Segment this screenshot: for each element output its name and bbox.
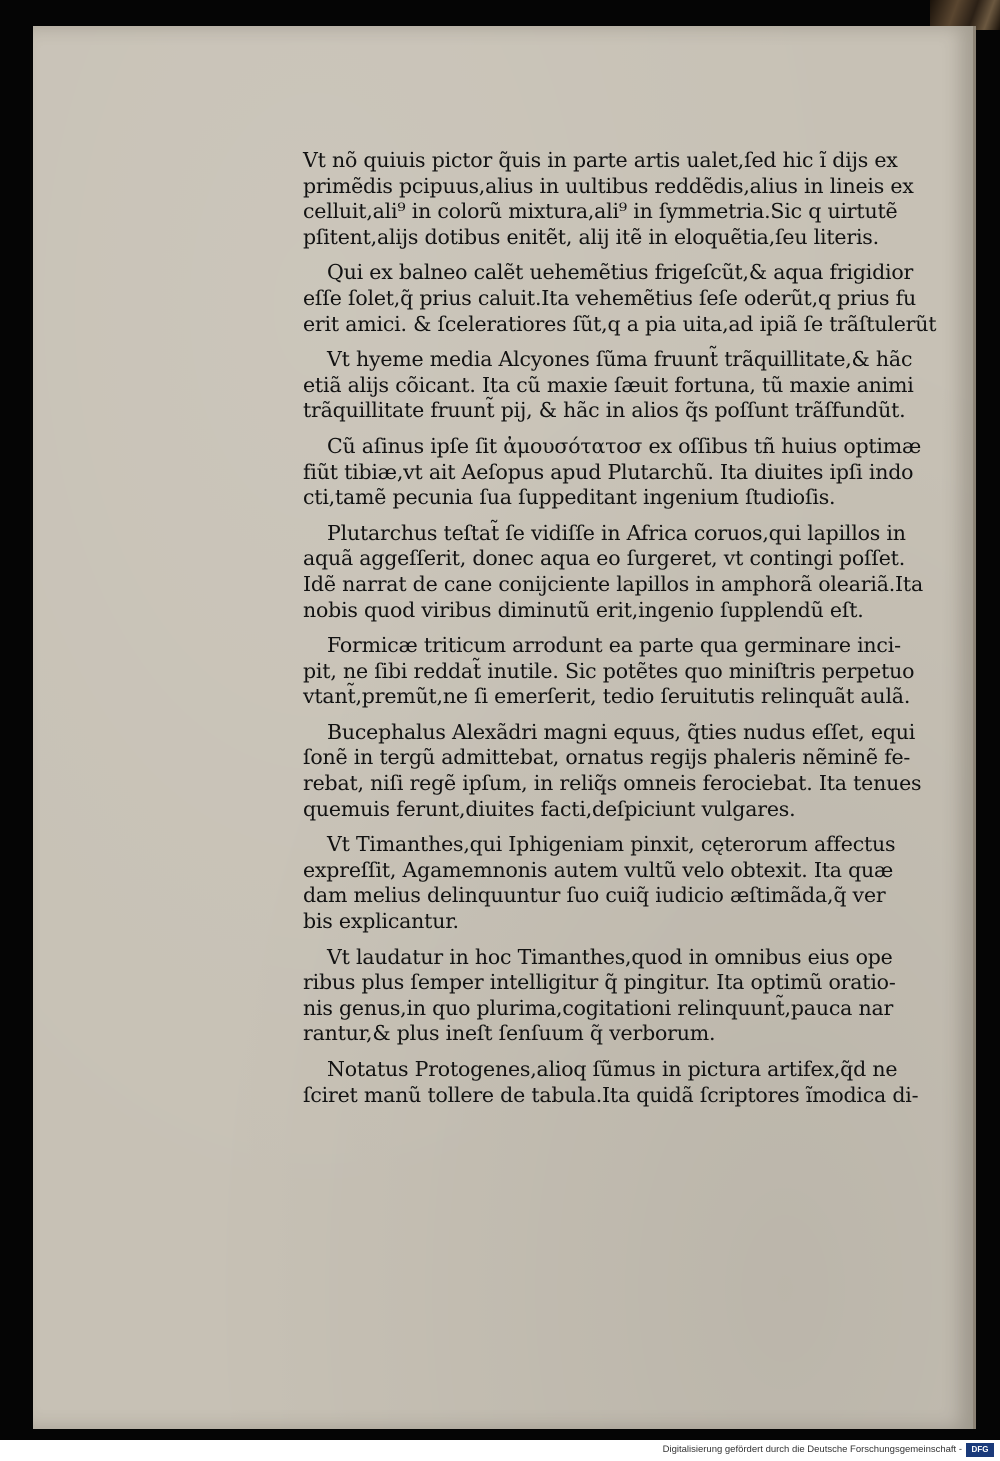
- paragraph: [303, 260, 968, 337]
- text-line: cti,tamẽ pecunia ſua ſuppeditant ingenium ſtudioſis.: [303, 485, 836, 510]
- text-line: dam melius delinquuntur ſuo cuiq̃ iudicio æſtimãda,q̃ ver: [303, 883, 886, 908]
- text-line: nobis quod viribus diminutũ erit,ingenio ſupplendũ eſt.: [303, 597, 864, 622]
- text-line: pſitent,alijs dotibus enitẽt, alij itẽ in eloquẽtia,ſeu literis.: [303, 224, 879, 249]
- text-line: ſonẽ in tergũ admittebat, ornatus regijs phaleris nẽminẽ fe-: [303, 745, 911, 770]
- text-line: rebat, niſi regẽ ipſum, in reliq̃s omneis ferociebat. Ita tenues: [303, 771, 922, 796]
- text-line: bis explicantur.: [303, 909, 459, 934]
- text-line: pit, ne ſibi reddat̃ inutile. Sic potẽtes quo miniſtris perpetuo: [303, 658, 915, 683]
- paragraph: [303, 347, 968, 424]
- paragraph: [303, 434, 968, 511]
- text-line: Notatus Protogenes,alioq ſũmus in pictura artifex,q̃d ne: [327, 1057, 898, 1081]
- text-line: quemuis ferunt,diuites facti,deſpiciunt vulgares.: [303, 796, 796, 821]
- text-line: Cũ aſinus ipſe ſit ἀμουσότατοσ ex oſſibus tñ huius optimæ: [327, 433, 922, 458]
- text-line: Vt hyeme media Alcyones ſũma fruunt̃ trãquillitate,& hãc: [327, 347, 913, 372]
- text-line: Idẽ narrat de cane conijciente lapillos in amphorã oleariã.Ita: [303, 571, 923, 596]
- text-line: Formicæ triticum arrodunt ea parte qua germinare inci-: [327, 633, 901, 658]
- text-line: erit amici. & ſceleratiores ſũt,q a pia uita,ad ipiã ſe trãſtulerũt: [303, 311, 937, 336]
- text-line: Vt laudatur in hoc Timanthes,quod in omnibus eius ope: [327, 944, 893, 969]
- text-line: celluit,ali⁹ in colorũ mixtura,ali⁹ in ſymmetria.Sic q uirtutẽ: [303, 199, 898, 224]
- text-line: Vt Timanthes,qui Iphigeniam pinxit, cęterorum affectus: [327, 832, 896, 857]
- text-line: vtant̃,premũt,ne ſi emerſerit, tedio ſeruitutis relinquãt aulã.: [303, 684, 911, 709]
- text-line: Qui ex balneo calẽt uehemẽtius frigeſcũt,& aqua frigidior: [327, 260, 914, 285]
- paragraph: [303, 521, 968, 623]
- text-line: fiũt tibiæ,vt ait Aeſopus apud Plutarchũ. Ita diuites ipſi indo: [303, 459, 914, 484]
- text-line: nis genus,in quo plurima,cogitationi relinquunt̃,pauca nar: [303, 995, 894, 1020]
- dfg-logo: DFG: [966, 1443, 994, 1457]
- footer-credit: Digitalisierung gefördert durch die Deutsche Forschungsgemeinschaft -: [662, 1444, 962, 1455]
- text-line: primẽdis pcipuus,alius in uultibus reddẽdis,alius in lineis ex: [303, 173, 914, 198]
- text-line: Plutarchus teſtat̃ ſe vidiſſe in Africa coruos,qui lapillos in: [327, 520, 906, 545]
- text-line: ribus plus ſemper intelligitur q̃ pingitur. Ita optimũ oratio-: [303, 970, 896, 995]
- text-line: aquã aggeſſerit, donec aqua eo ſurgeret, vt contingi poſſet.: [303, 546, 906, 571]
- text-block: [303, 148, 968, 1118]
- text-line: rantur,& plus ineſt ſenſuum q̃ verborum.: [303, 1021, 716, 1046]
- paragraph: [303, 1057, 968, 1108]
- paragraph: [303, 832, 968, 934]
- text-line: ſciret manũ tollere de tabula.Ita quidã ſcriptores ĩmodica di-: [303, 1082, 919, 1107]
- paragraph: [303, 633, 968, 710]
- book-page: [33, 26, 976, 1429]
- footer-bar: [0, 1440, 1000, 1461]
- text-line: Bucephalus Alexãdri magni equus, q̃ties nudus eſſet, equi: [327, 719, 916, 744]
- paragraph: [303, 945, 968, 1047]
- text-line: trãquillitate fruunt̃ pij, & hãc in alios q̃s poſſunt trãſfundũt.: [303, 398, 906, 423]
- text-line: Vt nõ quiuis pictor q̃uis in parte artis ualet,ſed hic ĩ dijs ex: [303, 148, 898, 172]
- text-line: eſſe ſolet,q̃ prius caluit.Ita vehemẽtius ſeſe oderũt,q prius fu: [303, 285, 917, 310]
- text-line: etiã alijs cõicant. Ita cũ maxie ſæuit fortuna, tũ maxie animi: [303, 372, 914, 397]
- paragraph: [303, 148, 968, 250]
- text-line: expreſſit, Agamemnonis autem vultũ velo obtexit. Ita quæ: [303, 857, 894, 882]
- paragraph: [303, 720, 968, 822]
